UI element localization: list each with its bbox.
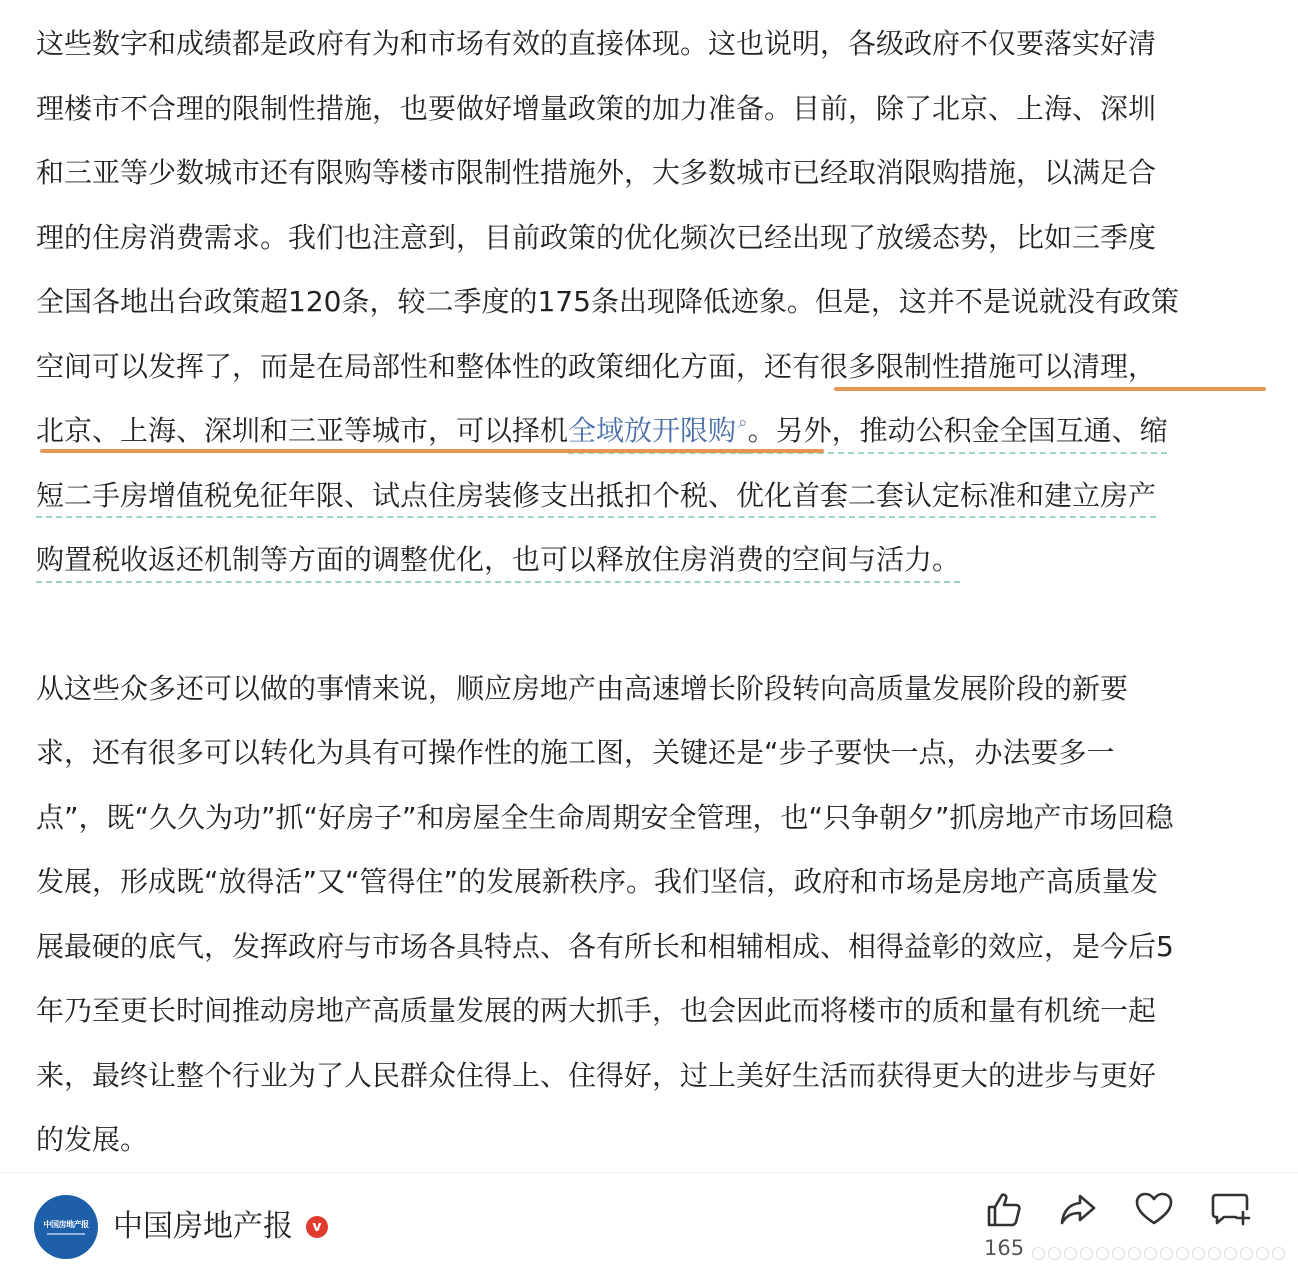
text-line: 求，还有很多可以转化为具有可操作性的施工图，关键还是“步子要快一点，办法要多一 xyxy=(36,736,1115,769)
topic-link[interactable] xyxy=(568,414,748,447)
heart-icon xyxy=(1132,1187,1176,1231)
avatar[interactable] xyxy=(34,1195,98,1259)
highlighted-text: 还有很多限制性措施可以清理， xyxy=(764,349,1157,383)
highlight-underline xyxy=(834,387,1266,391)
share-icon xyxy=(1056,1187,1100,1231)
share-button[interactable] xyxy=(1056,1187,1100,1231)
article-body xyxy=(36,12,1262,1173)
text-line: 理楼市不合理的限制性措施，也要做好增量政策的加力准备。目前，除了北京、上海、深圳 xyxy=(36,91,1157,125)
text-line: 年乃至更长时间推动房地产高质量发展的两大抓手，也会因此而将楼市的质和量有机统一起 xyxy=(36,994,1157,1027)
text-line xyxy=(36,528,1262,593)
avatar-logo-rule xyxy=(47,1233,85,1235)
thumbs-up-icon xyxy=(982,1187,1026,1231)
post-footer xyxy=(0,1172,1298,1281)
comment-icon xyxy=(1208,1187,1252,1231)
dotted-text: 购置税收返还机制等方面的调整优化，也可以释放住房消费的空间与活力。 xyxy=(36,543,961,576)
verified-badge: v xyxy=(306,1216,328,1238)
account-name[interactable]: 中国房地产报 xyxy=(113,1209,293,1244)
text-line: 来，最终让整个行业为了人民群众住得上、住得好，过上美好生活而获得更大的进步与更好 xyxy=(36,1058,1157,1092)
paragraph-2 xyxy=(36,657,1262,1173)
text-line: 展最硬的底气，发挥政府与市场各具特点、各有所长和相辅相成、相得益彰的效应，是今后5 xyxy=(36,929,1174,963)
like-count: 165 xyxy=(984,1236,1025,1260)
text-line xyxy=(36,335,1262,400)
paragraph-1 xyxy=(36,12,1262,593)
watermark-pattern xyxy=(1032,1243,1288,1263)
paragraph-gap xyxy=(36,593,1262,657)
text-line: 发展，形成既“放得活”又“管得住”的发展新秩序。我们坚信，政府和市场是房地产高质量发 xyxy=(36,865,1159,898)
text-line: 理的住房消费需求。我们也注意到，目前政策的优化频次已经出现了放缓态势，比如三季度 xyxy=(36,220,1157,254)
dotted-text: 短二手房增值税免征年限、试点住房装修支出抵扣个税、优化首套二套认定标准和建立房产 xyxy=(36,478,1157,512)
favorite-button[interactable] xyxy=(1132,1187,1176,1231)
text-line: 的发展。 xyxy=(36,1123,149,1156)
highlight-underline xyxy=(40,449,824,453)
highlighted-text: 北京、上海、深圳和三亚等城市，可以择机 xyxy=(36,414,569,447)
text-line: 从这些众多还可以做的事情来说，顺应房地产由高速增长阶段转向高质量发展阶段的新要 xyxy=(36,671,1129,705)
text-line xyxy=(36,464,1262,529)
text-line: 点”，既“久久为功”抓“好房子”和房屋全生命周期安全管理，也“只争朝夕”抓房地产市场回稳 xyxy=(36,800,1174,834)
dotted-text: 。另外，推动公积金全国互通、缩 xyxy=(747,414,1168,447)
text-line: 这些数字和成绩都是政府有为和市场有效的直接体现。这也说明，各级政府不仅要落实好清 xyxy=(36,27,1157,60)
avatar-logo-text: 中国房地产报 xyxy=(43,1219,89,1229)
text-line: 全国各地出台政策超120条，较二季度的175条出现降低迹象。但是，这并不是说就没有政策 xyxy=(36,285,1179,318)
text-span: 空间可以发挥了，而是在局部性和整体性的政策细化方面， xyxy=(36,349,765,383)
text-line xyxy=(36,399,1262,464)
topic-link-label: 全域放开限购 xyxy=(568,414,737,447)
like-button[interactable] xyxy=(982,1187,1026,1231)
comment-button[interactable] xyxy=(1208,1187,1252,1231)
search-icon: ⌕ xyxy=(738,413,748,433)
text-line: 和三亚等少数城市还有限购等楼市限制性措施外，大多数城市已经取消限购措施，以满足合 xyxy=(36,156,1157,189)
